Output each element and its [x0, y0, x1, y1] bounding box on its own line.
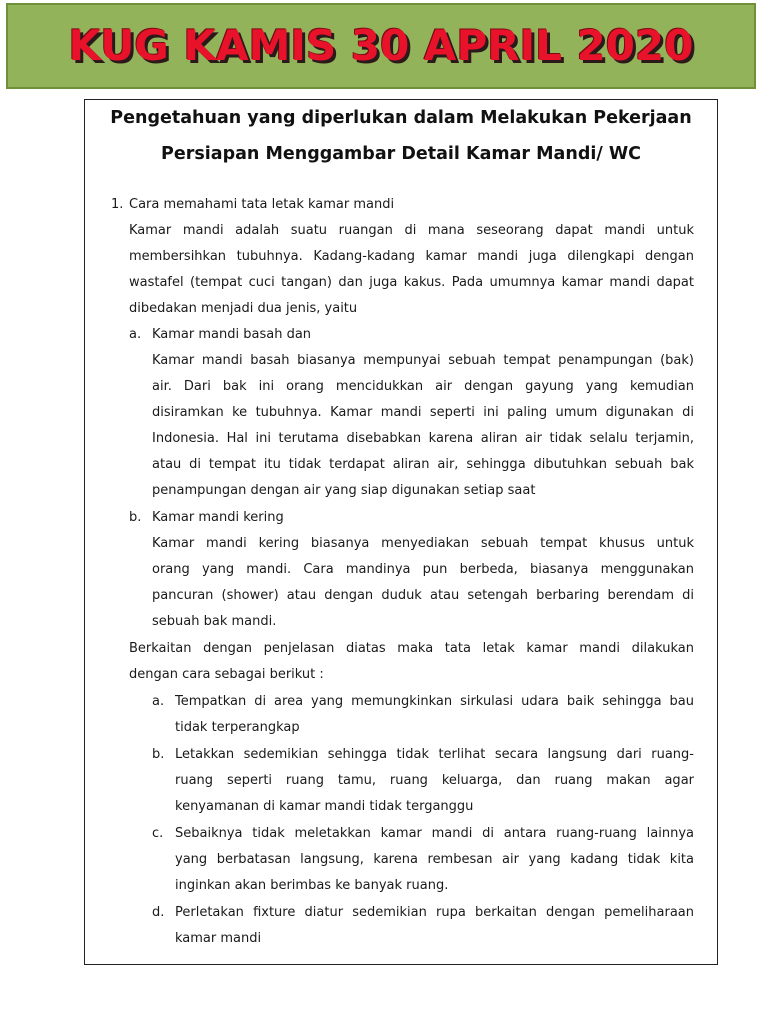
type-b-marker: b.: [129, 510, 142, 525]
section-1-marker: 1.: [111, 197, 124, 212]
banner-title: KUG KAMIS 30 APRIL 2020: [68, 21, 694, 70]
document-heading-line-2: Persiapan Menggambar Detail Kamar Mandi/ WC: [161, 144, 641, 164]
type-b-body-line: orang yang mandi. Cara mandinya pun berbeda, biasanya menggunakan: [152, 562, 694, 577]
rule-b-line: ruang seperti ruang tamu, ruang keluarga, dan ruang makan agar: [175, 773, 694, 788]
type-a-body-line: air. Dari bak ini orang mencidukkan air dengan gayung yang kemudian: [152, 379, 694, 394]
type-a-title: Kamar mandi basah dan: [152, 327, 312, 342]
type-a-body-line: atau di tempat itu tidak terdapat aliran air, sehingga dibutuhkan sebuah bak: [152, 457, 694, 472]
intro-line: Kamar mandi adalah suatu ruangan di mana seseorang dapat mandi untuk: [129, 223, 694, 238]
intro-line: wastafel (tempat cuci tangan) dan juga kakus. Pada umumnya kamar mandi dapat: [129, 275, 694, 290]
type-b-body-line: sebuah bak mandi.: [152, 614, 277, 629]
rule-c-line: yang berbatasan langsung, karena rembesan air yang kadang tidak kita: [175, 852, 694, 867]
type-a-body-line: disiramkan ke tubuhnya. Kamar mandi seperti ini paling umum digunakan di: [152, 405, 694, 420]
intro-line: dibedakan menjadi dua jenis, yaitu: [129, 301, 358, 316]
rule-c-line: inginkan akan berimbas ke banyak ruang.: [175, 878, 449, 893]
type-b-body-line: pancuran (shower) atau dengan duduk atau setengah berbaring berendam di: [152, 588, 694, 603]
rule-b-line: kenyamanan di kamar mandi tidak terganggu: [175, 799, 474, 814]
intro-line: membersihkan tubuhnya. Kadang-kadang kamar mandi juga dilengkapi dengan: [129, 249, 694, 264]
type-a-body-line: Kamar mandi basah biasanya mempunyai sebuah tempat penampungan (bak): [152, 353, 694, 368]
type-a-body-line: Indonesia. Hal ini terutama disebabkan karena aliran air tidak selalu terjamin,: [152, 431, 694, 446]
rule-c-line: Sebaiknya tidak meletakkan kamar mandi di antara ruang-ruang lainnya: [175, 826, 694, 841]
type-a-body-line: penampungan dengan air yang siap digunakan setiap saat: [152, 483, 536, 498]
banner: [0, 0, 768, 96]
rule-d-line: Perletakan fixture diatur sedemikian rupa berkaitan dengan pemeliharaan: [175, 905, 694, 920]
rule-b-line: Letakkan sedemikian sehingga tidak terlihat secara langsung dari ruang-: [175, 747, 694, 762]
type-b-body-line: Kamar mandi kering biasanya menyediakan sebuah tempat khusus untuk: [152, 536, 694, 551]
type-b-title: Kamar mandi kering: [152, 510, 284, 525]
section-1-title: Cara memahami tata letak kamar mandi: [129, 197, 395, 212]
rule-b-marker: b.: [152, 747, 165, 762]
rule-d-marker: d.: [152, 905, 165, 920]
rule-a-marker: a.: [152, 694, 165, 709]
type-a-marker: a.: [129, 327, 142, 342]
rule-d-line: kamar mandi: [175, 931, 262, 946]
followup-line: dengan cara sebagai berikut :: [129, 667, 324, 682]
document-box: [84, 99, 718, 965]
banner-box: [6, 3, 756, 89]
document-heading-line-1: Pengetahuan yang diperlukan dalam Melakukan Pekerjaan: [110, 108, 692, 128]
rule-c-marker: c.: [152, 826, 164, 841]
rule-a-line: tidak terperangkap: [175, 720, 300, 735]
rule-a-line: Tempatkan di area yang memungkinkan sirkulasi udara baik sehingga bau: [175, 694, 694, 709]
followup-line: Berkaitan dengan penjelasan diatas maka tata letak kamar mandi dilakukan: [129, 641, 694, 656]
